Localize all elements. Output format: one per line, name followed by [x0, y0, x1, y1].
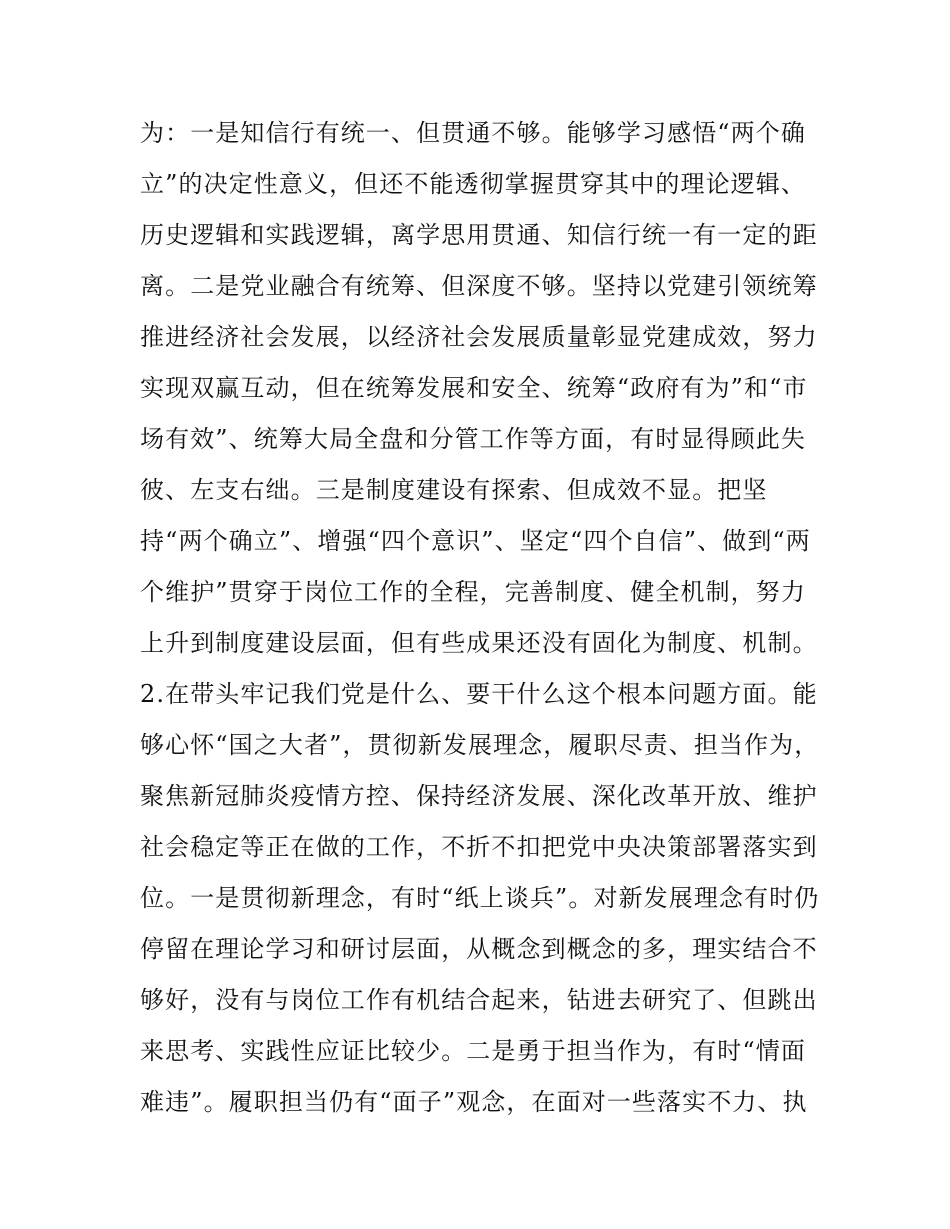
- text-line: 上升到制度建设层面，但有些成果还没有固化为制度、机制。: [140, 629, 818, 657]
- text-line: 离。二是党业融合有统筹、但深度不够。坚持以党建引领统筹: [140, 272, 818, 300]
- text-line: 推进经济社会发展，以经济社会发展质量彰显党建成效，努力: [140, 323, 818, 351]
- text-line: 够心怀“国之大者”，贯彻新发展理念，履职尽责、担当作为，: [140, 731, 820, 759]
- text-line: 实现双赢互动，但在统筹发展和安全、统筹“政府有为”和“市: [140, 374, 808, 402]
- text-line: 场有效”、统筹大局全盘和分管工作等方面，有时显得顾此失: [140, 425, 806, 453]
- text-line: 彼、左支右绌。三是制度建设有探索、但成效不显。把坚: [140, 476, 768, 504]
- text-line: 够好，没有与岗位工作有机结合起来，钻进去研究了、但跳出: [140, 986, 818, 1014]
- text-line: 社会稳定等正在做的工作，不折不扣把党中央决策部署落实到: [140, 833, 818, 861]
- text-line: 来思考、实践性应证比较少。二是勇于担当作为，有时“情面: [140, 1037, 806, 1065]
- text-line: 个维护”贯穿于岗位工作的全程，完善制度、健全机制，努力: [140, 578, 806, 606]
- text-line: 历史逻辑和实践逻辑，离学思用贯通、知信行统一有一定的距: [140, 221, 818, 249]
- text-line: 停留在理论学习和研讨层面，从概念到概念的多，理实结合不: [140, 935, 818, 963]
- text-line: 为：一是知信行有统一、但贯通不够。能够学习感悟“两个确: [140, 119, 806, 147]
- text-line: 持“两个确立”、增强“四个意识”、坚定“四个自信”、做到“两: [140, 527, 811, 555]
- text-line: 位。一是贯彻新理念，有时“纸上谈兵”。对新发展理念有时仍: [140, 884, 820, 912]
- text-line: 立”的决定性意义，但还不能透彻掌握贯穿其中的理论逻辑、: [140, 170, 806, 198]
- body-text: [140, 108, 820, 1128]
- text-line: 难违”。履职担当仍有“面子”观念，在面对一些落实不力、执: [140, 1088, 808, 1116]
- text-line: 聚焦新冠肺炎疫情方控、保持经济发展、深化改革开放、维护: [140, 782, 818, 810]
- text-line: 2.在带头牢记我们党是什么、要干什么这个根本问题方面。能: [140, 680, 818, 708]
